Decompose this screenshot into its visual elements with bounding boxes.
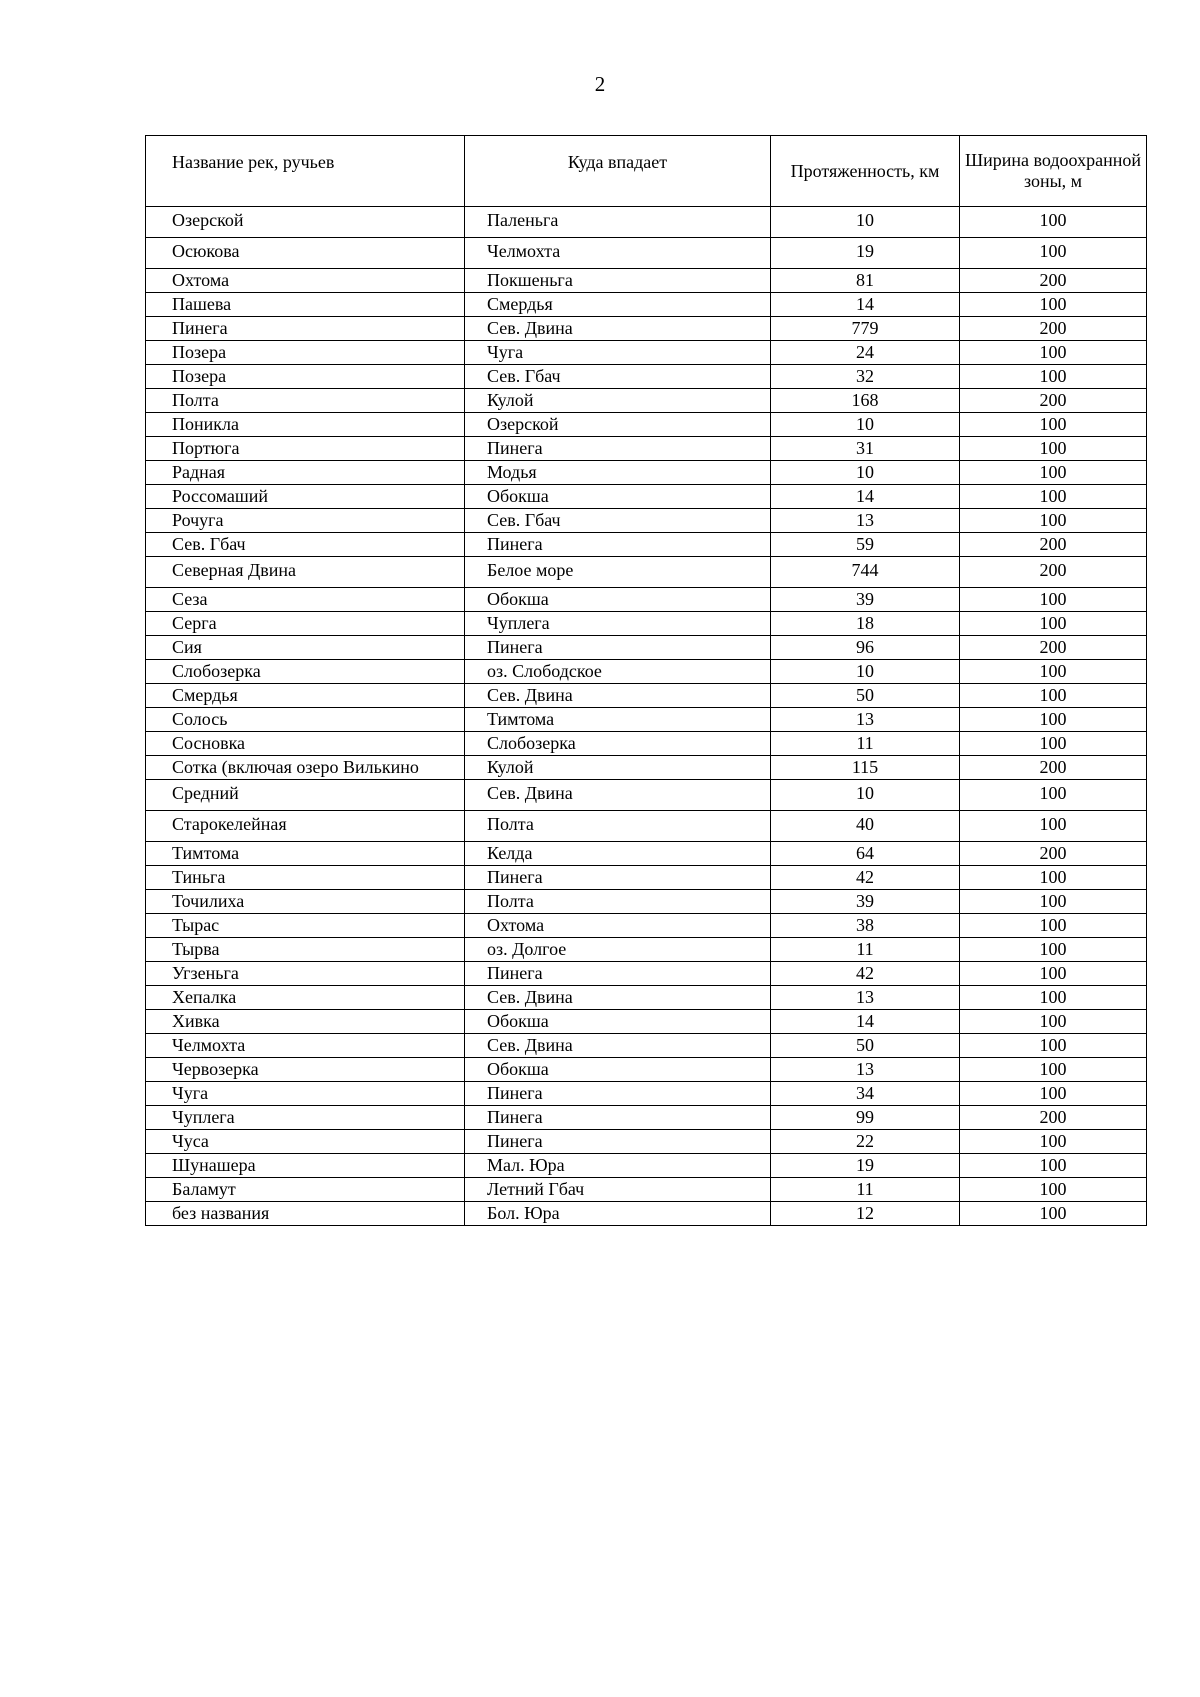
- zone-width-cell: 200: [960, 389, 1147, 413]
- length-cell: 10: [771, 413, 960, 437]
- zone-width-cell: 200: [960, 756, 1147, 780]
- river-name-cell: Сеза: [146, 588, 465, 612]
- table-row: [146, 238, 1147, 269]
- table-row: [146, 780, 1147, 811]
- river-name-cell: Баламут: [146, 1178, 465, 1202]
- river-name-cell: Пашева: [146, 293, 465, 317]
- zone-width-cell: 100: [960, 293, 1147, 317]
- mouth-cell: Полта: [465, 811, 771, 842]
- river-name-cell: Поникла: [146, 413, 465, 437]
- river-name-cell: Полта: [146, 389, 465, 413]
- river-name-cell: Позера: [146, 341, 465, 365]
- mouth-cell: Чуплега: [465, 612, 771, 636]
- length-cell: 14: [771, 485, 960, 509]
- mouth-cell: Белое море: [465, 557, 771, 588]
- river-name-cell: Озерской: [146, 207, 465, 238]
- zone-width-cell: 100: [960, 1154, 1147, 1178]
- length-cell: 96: [771, 636, 960, 660]
- river-name-cell: Сия: [146, 636, 465, 660]
- zone-width-cell: 100: [960, 341, 1147, 365]
- length-cell: 81: [771, 269, 960, 293]
- table-row: [146, 588, 1147, 612]
- zone-width-cell: 100: [960, 485, 1147, 509]
- length-cell: 11: [771, 732, 960, 756]
- zone-width-cell: 200: [960, 842, 1147, 866]
- river-name-cell: Тиньга: [146, 866, 465, 890]
- length-cell: 24: [771, 341, 960, 365]
- table-row: [146, 890, 1147, 914]
- mouth-cell: Пинега: [465, 437, 771, 461]
- length-cell: 64: [771, 842, 960, 866]
- length-cell: 42: [771, 866, 960, 890]
- mouth-cell: Мал. Юра: [465, 1154, 771, 1178]
- table-row: [146, 509, 1147, 533]
- table-row: [146, 1058, 1147, 1082]
- zone-width-cell: 100: [960, 708, 1147, 732]
- river-name-cell: Слобозерка: [146, 660, 465, 684]
- table-row: [146, 1034, 1147, 1058]
- river-name-cell: Портюга: [146, 437, 465, 461]
- length-cell: 32: [771, 365, 960, 389]
- zone-width-cell: 100: [960, 732, 1147, 756]
- table-row: [146, 938, 1147, 962]
- river-name-cell: Чуплега: [146, 1106, 465, 1130]
- table-row: [146, 437, 1147, 461]
- table-row: [146, 612, 1147, 636]
- zone-width-cell: 100: [960, 660, 1147, 684]
- river-name-cell: Чуса: [146, 1130, 465, 1154]
- river-name-cell: Солось: [146, 708, 465, 732]
- zone-width-cell: 100: [960, 1082, 1147, 1106]
- zone-width-cell: 100: [960, 684, 1147, 708]
- table-row: [146, 461, 1147, 485]
- table-row: [146, 962, 1147, 986]
- header-protection-zone-width: Ширина водоохранной зоны, м: [960, 136, 1147, 207]
- table-row: [146, 1130, 1147, 1154]
- length-cell: 59: [771, 533, 960, 557]
- table-row: [146, 557, 1147, 588]
- length-cell: 13: [771, 986, 960, 1010]
- zone-width-cell: 100: [960, 207, 1147, 238]
- length-cell: 22: [771, 1130, 960, 1154]
- length-cell: 31: [771, 437, 960, 461]
- river-name-cell: Угзеньга: [146, 962, 465, 986]
- river-name-cell: Старокелейная: [146, 811, 465, 842]
- mouth-cell: Покшеньга: [465, 269, 771, 293]
- table-row: [146, 389, 1147, 413]
- length-cell: 39: [771, 890, 960, 914]
- zone-width-cell: 100: [960, 461, 1147, 485]
- length-cell: 42: [771, 962, 960, 986]
- table-row: [146, 660, 1147, 684]
- length-cell: 12: [771, 1202, 960, 1226]
- table-row: [146, 811, 1147, 842]
- river-name-cell: Червозерка: [146, 1058, 465, 1082]
- zone-width-cell: 100: [960, 780, 1147, 811]
- zone-width-cell: 100: [960, 1058, 1147, 1082]
- length-cell: 19: [771, 1154, 960, 1178]
- river-name-cell: Сотка (включая озеро Вилькино: [146, 756, 465, 780]
- zone-width-cell: 100: [960, 588, 1147, 612]
- mouth-cell: Слобозерка: [465, 732, 771, 756]
- mouth-cell: оз. Долгое: [465, 938, 771, 962]
- length-cell: 99: [771, 1106, 960, 1130]
- mouth-cell: Пинега: [465, 1106, 771, 1130]
- mouth-cell: Пинега: [465, 533, 771, 557]
- mouth-cell: Пинега: [465, 962, 771, 986]
- header-length: Протяженность, км: [771, 136, 960, 207]
- mouth-cell: Бол. Юра: [465, 1202, 771, 1226]
- length-cell: 34: [771, 1082, 960, 1106]
- length-cell: 14: [771, 1010, 960, 1034]
- mouth-cell: оз. Слободское: [465, 660, 771, 684]
- zone-width-cell: 100: [960, 1034, 1147, 1058]
- length-cell: 13: [771, 1058, 960, 1082]
- zone-width-cell: 100: [960, 1178, 1147, 1202]
- mouth-cell: Охтома: [465, 914, 771, 938]
- zone-width-cell: 100: [960, 612, 1147, 636]
- river-name-cell: Челмохта: [146, 1034, 465, 1058]
- table-row: [146, 842, 1147, 866]
- river-name-cell: без названия: [146, 1202, 465, 1226]
- zone-width-cell: 100: [960, 413, 1147, 437]
- table-row: [146, 708, 1147, 732]
- header-river-name: Название рек, ручьев: [146, 136, 465, 207]
- table-row: [146, 866, 1147, 890]
- mouth-cell: Пинега: [465, 1082, 771, 1106]
- table-row: [146, 533, 1147, 557]
- zone-width-cell: 200: [960, 1106, 1147, 1130]
- river-name-cell: Хепалка: [146, 986, 465, 1010]
- length-cell: 10: [771, 207, 960, 238]
- table-row: [146, 756, 1147, 780]
- table-row: [146, 1106, 1147, 1130]
- table-row: [146, 1202, 1147, 1226]
- mouth-cell: Обокша: [465, 1010, 771, 1034]
- length-cell: 115: [771, 756, 960, 780]
- length-cell: 40: [771, 811, 960, 842]
- length-cell: 779: [771, 317, 960, 341]
- zone-width-cell: 200: [960, 533, 1147, 557]
- river-name-cell: Осюкова: [146, 238, 465, 269]
- length-cell: 10: [771, 660, 960, 684]
- river-name-cell: Тырва: [146, 938, 465, 962]
- mouth-cell: Паленьга: [465, 207, 771, 238]
- length-cell: 11: [771, 938, 960, 962]
- zone-width-cell: 100: [960, 437, 1147, 461]
- river-name-cell: Рочуга: [146, 509, 465, 533]
- mouth-cell: Озерской: [465, 413, 771, 437]
- mouth-cell: Пинега: [465, 1130, 771, 1154]
- length-cell: 38: [771, 914, 960, 938]
- header-mouth: Куда впадает: [465, 136, 771, 207]
- zone-width-cell: 200: [960, 557, 1147, 588]
- zone-width-cell: 100: [960, 365, 1147, 389]
- table-row: [146, 269, 1147, 293]
- mouth-cell: Кулой: [465, 756, 771, 780]
- mouth-cell: Обокша: [465, 1058, 771, 1082]
- zone-width-cell: 100: [960, 509, 1147, 533]
- mouth-cell: Тимтома: [465, 708, 771, 732]
- mouth-cell: Сев. Гбач: [465, 365, 771, 389]
- river-name-cell: Точилиха: [146, 890, 465, 914]
- river-name-cell: Тырас: [146, 914, 465, 938]
- river-name-cell: Хивка: [146, 1010, 465, 1034]
- zone-width-cell: 200: [960, 269, 1147, 293]
- river-name-cell: Тимтома: [146, 842, 465, 866]
- river-name-cell: Смердья: [146, 684, 465, 708]
- mouth-cell: Сев. Гбач: [465, 509, 771, 533]
- mouth-cell: Обокша: [465, 485, 771, 509]
- length-cell: 50: [771, 1034, 960, 1058]
- mouth-cell: Сев. Двина: [465, 780, 771, 811]
- table-row: [146, 636, 1147, 660]
- zone-width-cell: 100: [960, 938, 1147, 962]
- length-cell: 744: [771, 557, 960, 588]
- mouth-cell: Сев. Двина: [465, 684, 771, 708]
- zone-width-cell: 100: [960, 866, 1147, 890]
- length-cell: 50: [771, 684, 960, 708]
- table-row: [146, 1154, 1147, 1178]
- length-cell: 39: [771, 588, 960, 612]
- zone-width-cell: 100: [960, 914, 1147, 938]
- river-name-cell: Сосновка: [146, 732, 465, 756]
- table-header-row: [146, 136, 1147, 207]
- river-name-cell: Радная: [146, 461, 465, 485]
- length-cell: 18: [771, 612, 960, 636]
- mouth-cell: Сев. Двина: [465, 317, 771, 341]
- mouth-cell: Кулой: [465, 389, 771, 413]
- table-row: [146, 207, 1147, 238]
- table-row: [146, 365, 1147, 389]
- zone-width-cell: 100: [960, 986, 1147, 1010]
- table-row: [146, 485, 1147, 509]
- mouth-cell: Сев. Двина: [465, 986, 771, 1010]
- mouth-cell: Келда: [465, 842, 771, 866]
- zone-width-cell: 100: [960, 238, 1147, 269]
- mouth-cell: Чуга: [465, 341, 771, 365]
- mouth-cell: Смердья: [465, 293, 771, 317]
- river-name-cell: Сев. Гбач: [146, 533, 465, 557]
- zone-width-cell: 100: [960, 811, 1147, 842]
- river-name-cell: Пинега: [146, 317, 465, 341]
- river-name-cell: Охтома: [146, 269, 465, 293]
- river-name-cell: Россомаший: [146, 485, 465, 509]
- mouth-cell: Пинега: [465, 636, 771, 660]
- page-number: 2: [594, 72, 606, 96]
- zone-width-cell: 100: [960, 962, 1147, 986]
- table-row: [146, 986, 1147, 1010]
- table-row: [146, 914, 1147, 938]
- zone-width-cell: 100: [960, 890, 1147, 914]
- table-row: [146, 413, 1147, 437]
- table-row: [146, 317, 1147, 341]
- table-row: [146, 732, 1147, 756]
- mouth-cell: Полта: [465, 890, 771, 914]
- mouth-cell: Обокша: [465, 588, 771, 612]
- river-name-cell: Северная Двина: [146, 557, 465, 588]
- table-row: [146, 293, 1147, 317]
- river-name-cell: Чуга: [146, 1082, 465, 1106]
- zone-width-cell: 100: [960, 1010, 1147, 1034]
- mouth-cell: Модья: [465, 461, 771, 485]
- table-row: [146, 684, 1147, 708]
- length-cell: 13: [771, 708, 960, 732]
- river-name-cell: Серга: [146, 612, 465, 636]
- zone-width-cell: 100: [960, 1202, 1147, 1226]
- mouth-cell: Летний Гбач: [465, 1178, 771, 1202]
- table-row: [146, 1082, 1147, 1106]
- table-row: [146, 341, 1147, 365]
- length-cell: 19: [771, 238, 960, 269]
- length-cell: 14: [771, 293, 960, 317]
- zone-width-cell: 200: [960, 317, 1147, 341]
- mouth-cell: Сев. Двина: [465, 1034, 771, 1058]
- length-cell: 13: [771, 509, 960, 533]
- table-row: [146, 1010, 1147, 1034]
- length-cell: 10: [771, 780, 960, 811]
- river-name-cell: Позера: [146, 365, 465, 389]
- river-name-cell: Шунашера: [146, 1154, 465, 1178]
- length-cell: 10: [771, 461, 960, 485]
- table-row: [146, 1178, 1147, 1202]
- zone-width-cell: 100: [960, 1130, 1147, 1154]
- length-cell: 11: [771, 1178, 960, 1202]
- rivers-table: [145, 135, 1147, 1226]
- mouth-cell: Пинега: [465, 866, 771, 890]
- mouth-cell: Челмохта: [465, 238, 771, 269]
- river-name-cell: Средний: [146, 780, 465, 811]
- zone-width-cell: 200: [960, 636, 1147, 660]
- length-cell: 168: [771, 389, 960, 413]
